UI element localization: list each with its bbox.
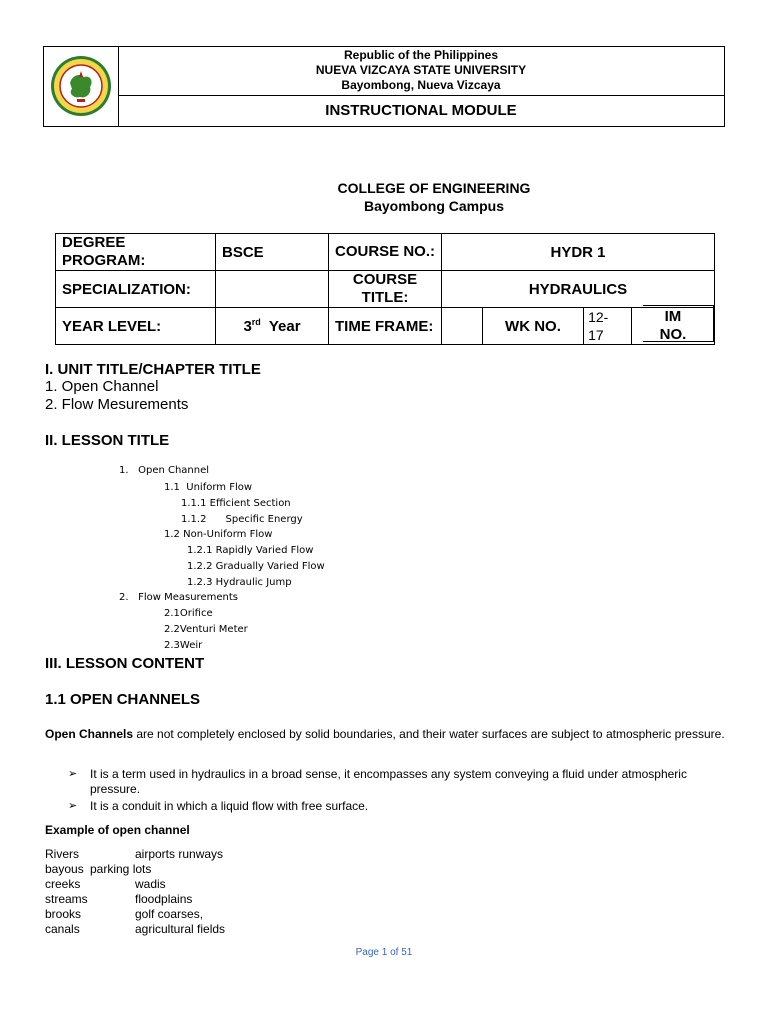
table-row [56,308,715,345]
bullet-list [68,767,728,814]
course-no-label: COURSE NO.: [329,234,442,271]
examples-heading: Example of open channel [45,823,190,837]
list-item: ➢ It is a conduit in which a liquid flow with free surface. [68,799,369,813]
republic-line: Republic of the Philippines [343,48,498,62]
list-item: 2. Flow Measurements [119,592,238,603]
list-item: 1. Open Channel [119,465,210,476]
table-row [56,271,715,308]
course-no-value: HYDR 1 [442,234,715,271]
logo-cell [44,47,119,126]
unit-item-2: 2. Flow Mesurements [45,396,189,413]
university-name: NUEVA VIZCAYA STATE UNIVERSITY [315,63,527,77]
university-heading [118,47,724,96]
lesson-content-heading: III. LESSON CONTENT [45,655,205,672]
list-item: canals [45,922,80,936]
degree-label: DEGREE PROGRAM: [56,234,216,271]
list-item: 1.2 Non-Uniform Flow [164,529,273,540]
list-item: creeks [45,877,81,891]
list-item: brooks [45,907,82,921]
list-item: agricultural fields [135,922,226,936]
list-item: 2.3Weir [164,640,203,651]
list-item: golf coarses, [135,907,204,921]
university-seal-icon [50,55,112,117]
campus-name: Bayombong Campus [363,198,504,214]
im-label: IM NO. [631,308,714,345]
list-item: 1.1.1 Efficient Section [181,498,291,509]
examples-left-column [45,847,88,937]
list-item: 1.1.2 Specific Energy [181,514,303,525]
list-item: ➢ It is a term used in hydraulics in a broad sense, it encompasses any system conveying a fluid under atmospheric pressure. [68,767,687,796]
list-item: bayous [45,862,84,876]
unit-title-heading: I. UNIT TITLE/CHAPTER TITLE [45,361,261,378]
specialization-value [216,271,329,308]
table-row [56,234,715,271]
time-frame-label: TIME FRAME: [329,308,442,345]
college-name: COLLEGE OF ENGINEERING [337,180,531,196]
list-item: 1.2.3 Hydraulic Jump [187,577,292,588]
list-item: 1.1 Uniform Flow [164,482,253,493]
open-channels-definition: Open Channels are not completely enclosed by solid boundaries, and their water surfaces are subject to atmospheric pressure. [45,727,725,741]
open-channels-heading: 1.1 OPEN CHANNELS [45,691,201,708]
lesson-title-heading: II. LESSON TITLE [45,432,170,449]
list-item: Rivers [45,847,80,861]
examples-right-column [90,847,226,937]
week-label: WK NO. [482,308,583,345]
list-item: 2.2Venturi Meter [164,624,248,635]
list-item: parking lots [90,862,152,876]
list-item: wadis [135,877,166,891]
im-value [643,305,714,342]
list-item: 1.2.2 Gradually Varied Flow [187,561,325,572]
list-item: streams [45,892,88,906]
time-frame-value [442,308,483,345]
course-title-value: HYDRAULICS [442,271,715,308]
week-value: 12-17 [584,308,632,345]
degree-value: BSCE [216,234,329,271]
year-level-label: YEAR LEVEL: [56,308,216,345]
specialization-label: SPECIALIZATION: [56,271,216,308]
unit-item-1: 1. Open Channel [45,378,159,395]
university-address: Bayombong, Nueva Vizcaya [341,78,501,92]
list-item: 1.2.1 Rapidly Varied Flow [187,545,314,556]
module-title: INSTRUCTIONAL MODULE [325,102,517,119]
year-level-value: 3rd Year [216,308,329,345]
list-item: floodplains [135,892,193,906]
document-header [43,46,725,127]
page-number: Page 1 of 51 [355,947,413,958]
course-info-table [55,233,715,345]
arrowhead-bullet-icon: ➢ [68,768,78,780]
list-item: 2.1Orifice [164,608,213,619]
course-title-label: COURSE TITLE: [329,271,442,308]
arrowhead-bullet-icon: ➢ [68,800,78,812]
list-item: airports runways [135,847,224,861]
